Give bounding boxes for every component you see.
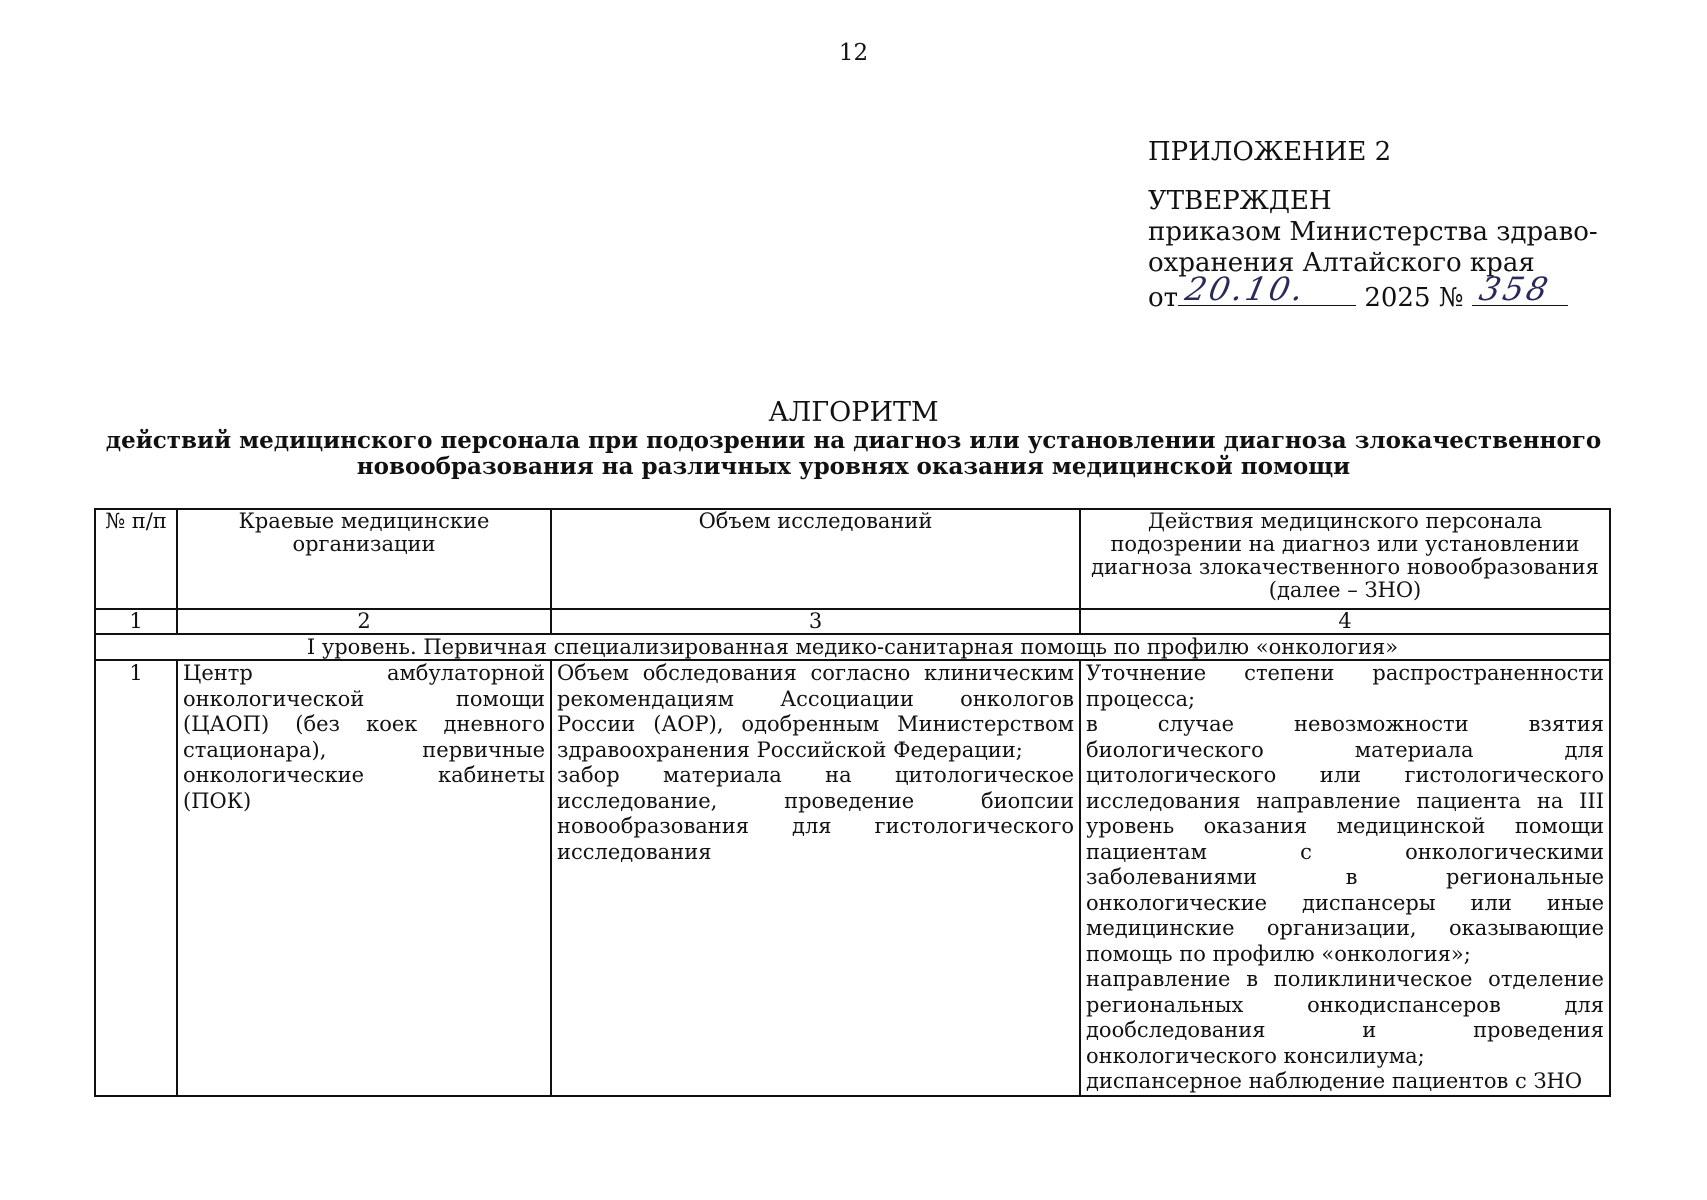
approval-line-2: охранения Алтайского края: [1148, 248, 1535, 278]
research-paragraph: забор материала на цитологическое исследование, проведение биопсии новообразования для гистологического исследования: [557, 763, 1074, 864]
header-research: Объем исследований: [551, 509, 1080, 609]
title-subtitle-1: действий медицинского персонала при подозрении на диагноз или установлении диагноза злокачественного: [105, 427, 1602, 454]
approved-label: УТВЕРЖДЕН: [1148, 186, 1332, 216]
research-paragraph: Объем обследования согласно клиническим рекомендациям Ассоциации онкологов России (АОР), одобренным Министерством здравоохранения Российской Федерации;: [557, 661, 1074, 762]
algorithm-table: [94, 508, 1611, 1097]
handwritten-number: 358: [1475, 270, 1554, 308]
approval-date-line: [1148, 270, 1598, 314]
handwritten-date: 20.10.: [1182, 270, 1310, 308]
table-row: [95, 660, 1610, 1096]
appendix-title: ПРИЛОЖЕНИЕ 2: [1148, 137, 1392, 167]
col-number-3: 3: [551, 609, 1080, 634]
header-actions: Действия медицинского персонала подозрении на диагноз или установлении диагноза злокачественного новообразования (далее – ЗНО): [1080, 509, 1610, 609]
col-number-1: 1: [95, 609, 177, 634]
actions-paragraph: диспансерное наблюдение пациентов с ЗНО: [1086, 1069, 1583, 1093]
document-title: [0, 397, 1707, 480]
header-num: № п/п: [95, 509, 177, 609]
header-organizations: Краевые медицинские организации: [177, 509, 551, 609]
date-field: [1178, 270, 1356, 308]
appendix-block: [1148, 137, 1598, 314]
row-actions: [1080, 660, 1610, 1096]
row-research: [551, 660, 1080, 1096]
title-main: АЛГОРИТМ: [768, 397, 939, 428]
col-number-2: 2: [177, 609, 551, 634]
actions-paragraph: Уточнение степени распространенности процесса;: [1086, 661, 1604, 711]
col-number-4: 4: [1080, 609, 1610, 634]
row-organizations: Центр амбулаторной онкологической помощи (ЦАОП) (без коек дневного стационара), первичные онкологические кабинеты (ПОК): [177, 660, 551, 1096]
actions-paragraph: направление в поликлиническое отделение региональных онкодиспансеров для дообследования и проведения онкологического консилиума;: [1086, 967, 1604, 1068]
approval-line-1: приказом Министерства здраво-: [1148, 217, 1598, 247]
title-subtitle-2: новообразования на различных уровнях оказания медицинской помощи: [356, 453, 1351, 480]
level-row: [95, 634, 1610, 660]
number-field: [1472, 270, 1568, 308]
page-number: 12: [838, 40, 869, 66]
column-number-row: [95, 609, 1610, 634]
table-header-row: [95, 509, 1610, 609]
level-title: I уровень. Первичная специализированная медико-санитарная помощь по профилю «онкология»: [95, 634, 1610, 660]
actions-paragraph: в случае невозможности взятия биологического материала для цитологического или гистологического исследования направление пациента на III уровень оказания медицинской помощи пациентам с онкологическими заболеваниями в региональные онкологические диспансеры или иные медицинские организации, оказывающие помощь по профилю «онкология»;: [1086, 712, 1604, 966]
from-label: от: [1148, 283, 1179, 313]
row-num: 1: [95, 660, 177, 1096]
year-label: 2025 №: [1364, 283, 1464, 313]
